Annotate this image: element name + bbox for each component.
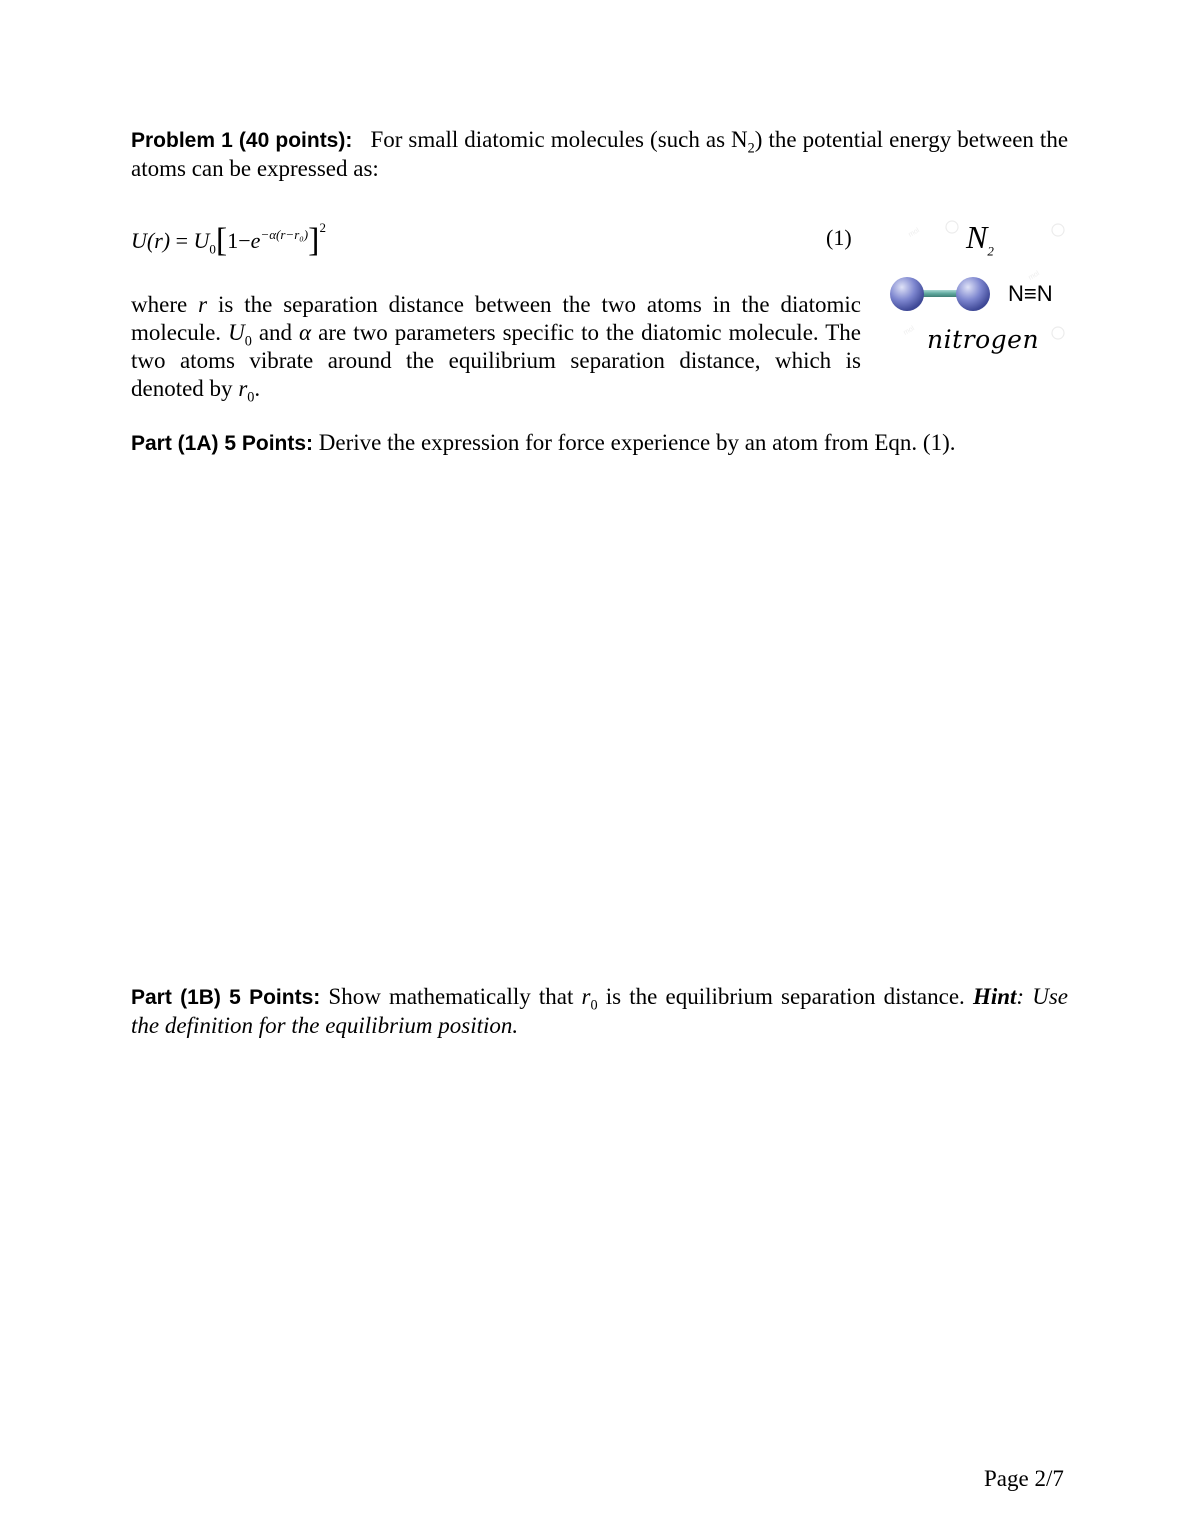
formula-N: N — [966, 219, 988, 255]
part-1a-label: Part (1A) 5 Points: — [131, 432, 314, 455]
para-text-1: where — [131, 292, 199, 317]
svg-text:mol: mol — [907, 227, 921, 239]
equation-number: (1) — [826, 225, 852, 250]
eq-power: 2 — [319, 220, 326, 235]
eq-e: e — [250, 228, 261, 253]
part-1a — [131, 429, 1068, 458]
eq-bracket-open: [ — [215, 222, 228, 259]
part-1b-var-r-sub: 0 — [590, 997, 598, 1014]
eq-one-minus: 1− — [227, 228, 251, 253]
para-text-3: and — [251, 320, 300, 345]
part-1b — [131, 983, 1068, 1040]
part-1b-hint-colon: : — [1016, 984, 1033, 1009]
para-text-4: are two parameters specific to the diatomic molecule. The two atoms vibrate around the equilibrium separation distance, which is denoted by — [131, 320, 862, 401]
part-1b-var-r: r — [581, 984, 591, 1009]
para-text-5: . — [254, 376, 261, 401]
eq-U0: U — [193, 228, 210, 253]
problem-intro-sub: 2 — [747, 140, 755, 157]
page-number: Page 2/7 — [984, 1466, 1064, 1491]
para-var-r: r — [198, 292, 208, 317]
eq-equals: = — [175, 228, 189, 253]
problem-intro-text-a: For small diatomic molecules (such as N — [370, 127, 748, 152]
part-1b-text-1: Show mathematically that — [328, 984, 582, 1009]
svg-text:mol: mol — [1027, 270, 1041, 282]
para-var-U-sub: 0 — [244, 333, 252, 350]
para-var-r0: r — [238, 376, 248, 401]
atom-right — [956, 277, 990, 311]
molecule-name: nitrogen — [927, 325, 1040, 354]
part-1b-hint-label: Hint — [972, 984, 1017, 1009]
structural-formula: N≡N — [1008, 281, 1053, 306]
eq-lhs-r: (r) — [146, 228, 171, 253]
equation-1 — [131, 222, 326, 262]
problem-title: Problem 1 (40 points): — [131, 129, 353, 152]
part-1b-text-2: is the equilibrium separation distance. — [597, 984, 973, 1009]
eq-bracket-close: ] — [308, 222, 320, 259]
formula-sub: 2 — [987, 243, 994, 259]
part-1b-label: Part (1B) 5 Points: — [131, 986, 321, 1009]
eq-lhs-U: U — [131, 228, 147, 253]
para-var-U: U — [228, 320, 245, 345]
problem-intro — [131, 126, 1068, 183]
part-1b-hint-text: Use the definition for the equilibrium position. — [131, 984, 1069, 1038]
para-text-2: is the separation distance between the two atoms in the diatomic molecule. — [131, 292, 862, 345]
problem-intro-text-b: ) the potential energy between the atoms can be expressed as: — [131, 127, 1069, 181]
eq-exponent: −α(r−r₀) — [260, 227, 309, 242]
description-paragraph — [131, 291, 862, 406]
part-1a-text: Derive the expression for force experience by an atom from Eqn. (1). — [318, 430, 956, 455]
eq-U0-sub: 0 — [209, 241, 216, 257]
para-var-alpha: α — [299, 320, 312, 345]
para-var-r0-sub: 0 — [247, 389, 255, 406]
atom-left — [890, 277, 924, 311]
svg-text:mol: mol — [902, 325, 916, 337]
nitrogen-figure — [880, 205, 1080, 365]
